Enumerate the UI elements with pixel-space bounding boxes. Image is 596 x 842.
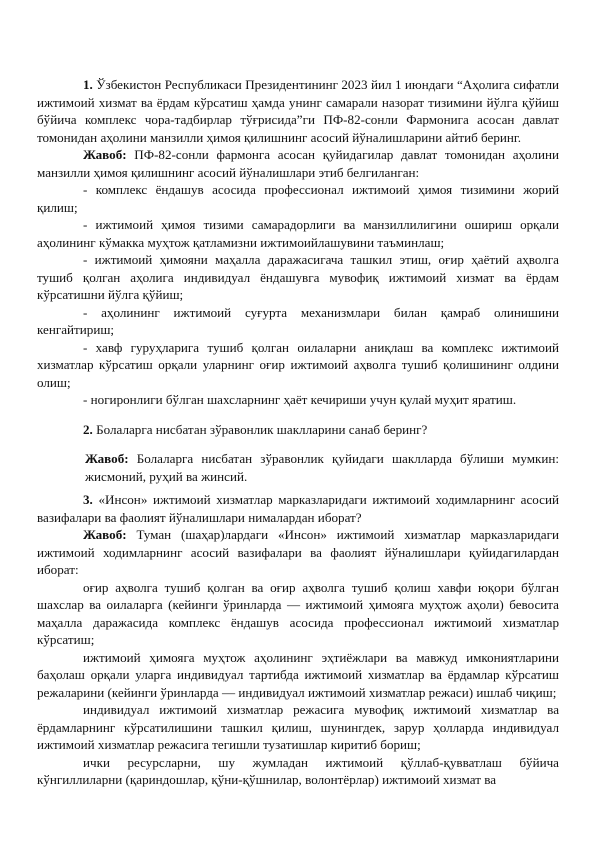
question-1-number: 1. <box>83 77 93 92</box>
answer-1-item: - хавф гуруҳларига тушиб қолган оилаларни аниқлаш ва комплекс ижтимоий хизматлар кўрсатиш орқали уларнинг оғир ижтимоий аҳволга тушиб қолишининг олдини олиш; <box>37 339 559 390</box>
answer-3-item: оғир аҳволга тушиб қолган ва оғир аҳволга тушиб қолиш хавфи юқори бўлган шахслар ва оилаларга (кейинги ўринларда — ижтимоий ҳимояга муҳтож аҳоли) бевосита маҳалла даражасида комплекс ёндашув асосида профессионал ижтимоий хизматлар кўрсатиш; <box>37 579 559 647</box>
answer-3-item: ички ресурсларни, шу жумладан ижтимоий қўллаб-қувватлаш бўйича кўнгиллиларни (қариндошлар, қўни-қўшнилар, волонтёрлар) ижтимоий хизмат ва <box>37 754 559 787</box>
answer-3-item: индивидуал ижтимоий хизматлар режасига мувофиқ ижтимоий хизматлар ва ёрдамларнинг кўрсатилишини ташкил қилиш, шунингдек, зарур ҳолларда индивидуал ижтимоий хизматлар режасига тегишли тузатишлар киритиб бориш; <box>37 702 559 752</box>
answer-1-item: - комплекс ёндашув асосида профессионал ижтимоий ҳимоя тизимини жорий қилиш; <box>37 182 559 215</box>
question-3 <box>37 491 559 526</box>
answer-2-text: Болаларга нисбатан зўравонлик қуйидаги шаклларда бўлиши мумкин: жисмоний, руҳий ва жинсий. <box>85 451 559 484</box>
answer-3-label: Жавоб: <box>83 527 127 542</box>
question-2-number: 2. <box>83 421 93 437</box>
answer-1-label: Жавоб: <box>83 147 127 162</box>
answer-1 <box>37 146 559 181</box>
question-1 <box>37 76 559 146</box>
question-2 <box>37 421 559 439</box>
answer-2 <box>85 450 559 485</box>
question-3-text: «Инсон» ижтимоий хизматлар марказларидаги ижтимоий ходимларнинг асосий вазифалари ва фаолият йўналишлари нималардан иборат? <box>37 492 559 525</box>
answer-1-text: ПФ-82-сонли фармонга асосан қуйидагилар давлат томонидан аҳолини манзилли ҳимоя қилишнинг асосий йўналишлари этиб белгиланган: <box>37 147 559 180</box>
answer-2-label: Жавоб: <box>85 451 129 466</box>
document-page <box>37 76 559 789</box>
answer-3-item: ижтимоий ҳимояга муҳтож аҳолининг эҳтиёжлари ва мавжуд имкониятларини баҳолаш орқали уларга индивидуал тартибда ижтимоий хизматлар ва ёрдамлар кўрсатиш режаларини (кейинги ўринларда — индивидуал ижтимоий хизматлар режаси) ишлаб чиқиш; <box>37 649 559 700</box>
answer-1-item: - ижтимоий ҳимоя тизими самарадорлиги ва манзиллилигини ошириш орқали аҳолининг кўмакка муҳтож қатламизни ижтимоийлашувини таъминлаш; <box>37 217 559 250</box>
answer-1-item: - ижтимоий ҳимояни маҳалла даражасигача ташкил этиш, оғир ҳаётий аҳволга тушиб қолган аҳолига индивидуал ёндашувга мувофиқ ижтимоий хизмат ва ёрдам кўрсатишни йўлга қўйиш; <box>37 252 559 302</box>
answer-3 <box>37 526 559 579</box>
answer-1-item: - ногиронлиги бўлган шахсларнинг ҳаёт кечириши учун қулай муҳит яратиш. <box>83 392 517 407</box>
answer-1-item: - аҳолининг ижтимоий суғурта механизмлари билан қамраб олинишини кенгайтириш; <box>37 304 559 337</box>
question-2-text: Болаларга нисбатан зўравонлик шаклларини санаб беринг? <box>96 421 428 437</box>
question-1-text: Ўзбекистон Республикаси Президентининг 2023 йил 1 июндаги “Аҳолига сифатли ижтимоий хизмат ва ёрдам кўрсатиш ҳамда унинг самарали назорат тизимини йўлга қўйиш бўйича комплекс чора-тадбирлар тўғрисида”ги ПФ-82-сонли Фармонига асосан давлат томонидан аҳолини манзилли ҳимоя қилишнинг асосий йўналишларини айтиб беринг. <box>37 77 559 145</box>
question-3-number: 3. <box>83 492 93 507</box>
answer-3-text: Туман (шаҳар)лардаги «Инсон» ижтимоий хизматлар марказларидаги ижтимоий ходимларнинг асосий вазифалари ва фаолият йўналишлари қуйидагилардан иборат: <box>37 527 559 577</box>
